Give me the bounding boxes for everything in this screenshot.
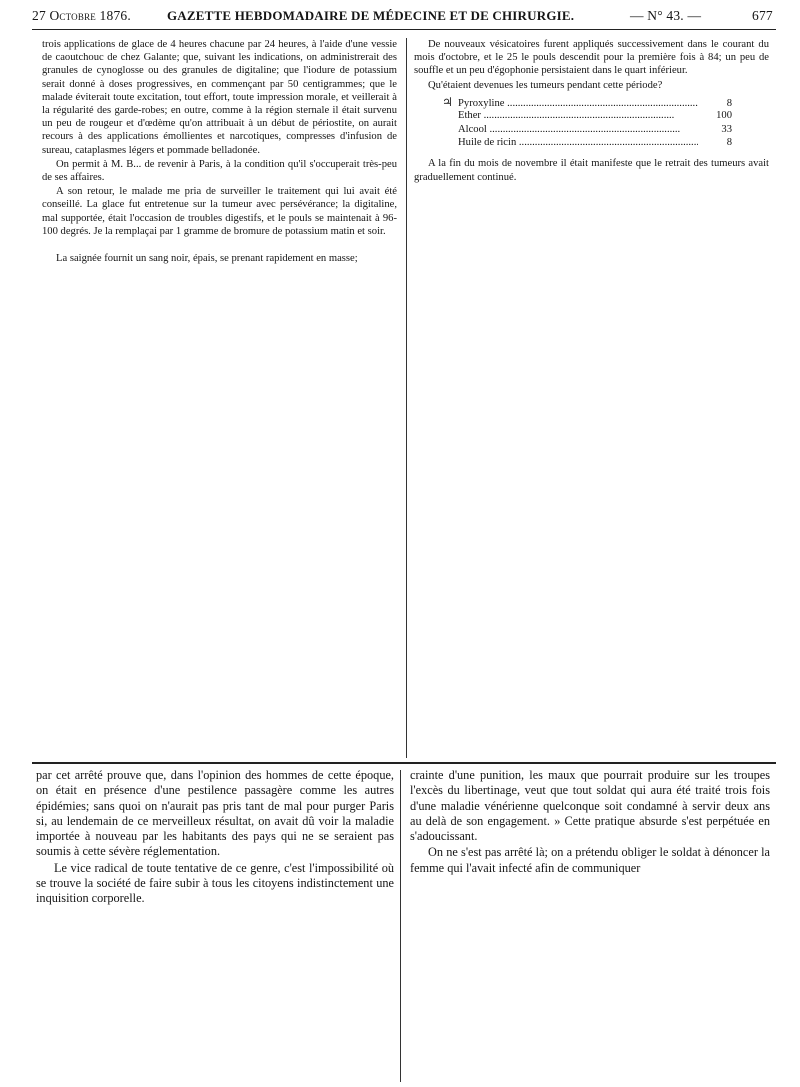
issue-number: — N° 43. — xyxy=(630,8,702,23)
page-number: 677 xyxy=(752,8,773,23)
paragraph: On permit à M. B... de revenir à Paris, à la condition qu'il s'occuperait très-peu de ses affaires. xyxy=(42,158,397,184)
ingredient-name: Ether ..... xyxy=(458,109,698,122)
issue-date: 27 Octobre 1876. xyxy=(32,8,131,23)
prescription-symbol: ♃ xyxy=(442,94,453,109)
running-header xyxy=(32,6,776,30)
collodion-formula xyxy=(442,96,732,150)
paragraph: Le vice radical de toute tentative de ce genre, c'est l'impossibilité où se trouve la société de faire subir à tous les citoyens indistinctement une inquisition corporelle. xyxy=(36,860,394,906)
paragraph: crainte d'une punition, les maux que pourrait produire sur les troupes l'excès du libertinage, veut que tout soldat qui aura été traité trois fois d'une maladie vénérienne quelconque soit condamné à servir deux ans au delà de son engagement. » Cette pratique absurde s'est perpétuée en s'adoucissant. xyxy=(410,768,770,844)
formula-row xyxy=(442,96,732,109)
paragraph: Qu'étaient devenues les tumeurs pendant cette période? xyxy=(428,79,663,91)
bottom-right-column xyxy=(410,768,770,1082)
formula-row xyxy=(442,123,732,136)
ingredient-quantity: 8 xyxy=(726,136,732,148)
top-right-column xyxy=(414,38,769,743)
paragraph: A son retour, le malade me pria de surveiller le traitement qui lui avait été conseillé. La glace fut entretenue sur la tumeur avec persévérance; la digitaline, mal supportée, était l'occasion de troubles digestifs, et le pouls se maintenait à 96-100 degrés. Je la remplaçai par 1 gramme de bromure de potassium matin et soir. xyxy=(42,186,397,237)
paragraph: par cet arrêté prouve que, dans l'opinion des hommes de cette époque, on était en présence d'une pestilence passagère comme les autres épidémies; sans quoi on n'aurait pas pris tant de mal pour purger Paris si, au lendemain de ce merveilleux résultat, on avait dû voir la maladie importée à nouveau par les habitants des pays qui ne se seraient pas soumis à cette sévère réglementation. xyxy=(36,768,394,859)
journal-title: GAZETTE HEBDOMADAIRE DE MÉDECINE ET DE CHIRURGIE. xyxy=(167,8,575,23)
top-left-column xyxy=(42,38,397,743)
paragraph: A la fin du mois de novembre il était manifeste que le retrait des tumeurs avait graduellement continué. xyxy=(414,158,769,183)
section-divider xyxy=(32,762,776,764)
paragraph: De nouveaux vésicatoires furent appliqués successivement dans le courant du mois d'octobre, et le 25 le pouls descendit pour la première fois à 84; un peu de souffle et un peu d'égophonie persistaient dans le quart inférieur. xyxy=(414,39,769,77)
ingredient-quantity: 8 xyxy=(726,97,732,109)
ingredient-name: Pyroxyline ..... xyxy=(458,97,698,110)
paragraph: On ne s'est pas arrêté là; on a prétendu obliger le soldat à dénoncer la femme qui l'avait infecté afin de communiquer xyxy=(410,845,770,875)
column-divider xyxy=(406,38,407,758)
paragraph: trois applications de glace de 4 heures chacune par 24 heures, à l'aide d'une vessie de caoutchouc de chez Galante; que, suivant les indications, on administrerait des granules de cynoglosse ou des granules de digitaline; que l'iodure de potassium serait donné à doses progressives, en commençant par 50 centigrammes; que le malade éviterait toute excitation, tout effort, toute impression morale, et veillerait à la régularité des garde-robes; en outre, comme à la région sternale il était survenu un peu de rougeur et d'œdème qu'on attribuait à un début de périostite, on aurait recours à des applications émollientes et narcotiques, compresses d'infusion de sureau, cataplasmes légers et pommade belladonée. xyxy=(42,39,397,156)
formula-row xyxy=(442,136,732,149)
bottom-left-column xyxy=(36,768,394,1082)
ingredient-name: Alcool ..... xyxy=(458,123,698,136)
paragraph: La saignée fournit un sang noir, épais, se prenant rapidement en masse; xyxy=(56,253,358,265)
formula-row xyxy=(442,109,732,122)
column-divider xyxy=(400,770,401,1082)
ingredient-quantity: 33 xyxy=(721,123,732,135)
ingredient-quantity: 100 xyxy=(716,110,732,122)
ingredient-name: Huile de ricin ..... xyxy=(458,136,698,149)
